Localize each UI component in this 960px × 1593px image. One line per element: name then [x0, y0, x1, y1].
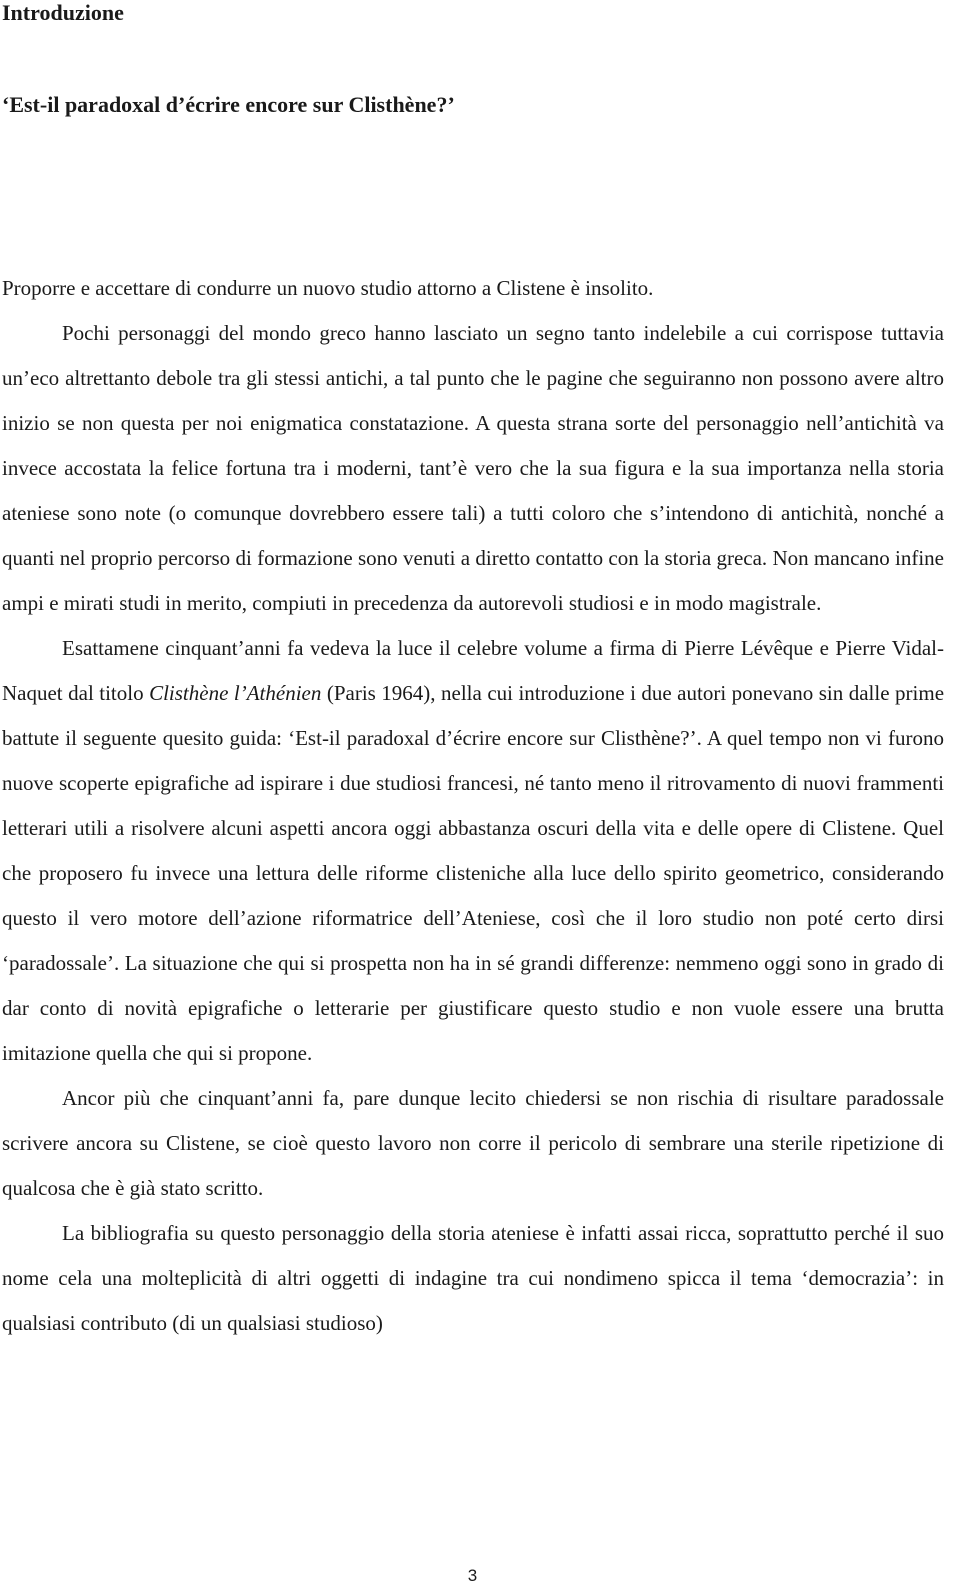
paragraph-opening: Proporre e accettare di condurre un nuovo studio attorno a Clistene è insolito. — [2, 276, 654, 300]
paragraph-4: La bibliografia su questo personaggio della storia ateniese è infatti assai ricca, soprattutto perché il suo nome cela una molteplicità di altri oggetti di indagine tra cui nondimeno spicca il tema ‘democrazia’: in qualsiasi contributo (di un qualsiasi studioso) — [2, 1221, 944, 1335]
body-text — [2, 266, 944, 1346]
paragraph-3: Ancor più che cinquant’anni fa, pare dunque lecito chiedersi se non rischia di risultare paradossale scrivere ancora su Clistene, se cioè questo lavoro non corre il pericolo di sembrare una sterile ripetizione di qualcosa che è già stato scritto. — [2, 1086, 944, 1200]
paragraph-2-text-b: (Paris 1964), nella cui introduzione i due autori ponevano sin dalle prime battute il seguente quesito guida: ‘Est-il paradoxal d’écrire encore sur Clisthène?’. A quel tempo non vi furono nuove scoperte epigrafiche ad ispirare i due studiosi francesi, né tanto meno il ritrovamento di nuovi frammenti letterari utili a risolvere alcuni aspetti ancora oggi abbastanza oscuri della vita e delle opere di Clistene. Quel che proposero fu invece una lettura delle riforme clisteniche alla luce dello spirito geometrico, considerando questo il vero motore dell’azione riformatrice dell’Ateniese, così che il loro studio non poté certo dirsi ‘paradossale’. La situazione che qui si prospetta non ha in sé grandi differenze: nemmeno oggi sono in grado di dar conto di novità epigrafiche o letterarie per giustificare questo studio e non vuole essere una brutta imitazione quella che qui si propone. — [2, 681, 945, 1065]
section-heading: Introduzione — [2, 0, 124, 25]
paragraph-2-text-a: Esattamene cinquant’anni fa vedeva la luce il celebre volume a firma di Pierre Lévêque e Pierre Vidal-Naquet dal titolo — [2, 636, 944, 705]
paragraph-2 — [2, 626, 944, 1076]
page-number: 3 — [467, 1566, 478, 1585]
paragraph-1: Pochi personaggi del mondo greco hanno lasciato un segno tanto indelebile a cui corrispose tuttavia un’eco altrettanto debole tra gli stessi antichi, a tal punto che le pagine che seguiranno non possono avere altro inizio se non questa per noi enigmatica constatazione. A questa strana sorte del personaggio nell’antichità va invece accostata la felice fortuna tra i moderni, tant’è vero che la sua figura e la sua importanza nella storia ateniese sono note (o comunque dovrebbero essere tali) a tutti coloro che s’intendono di antichità, nonché a quanti nel proprio percorso di formazione sono venuti a diretto contatto con la storia greca. Non mancano infine ampi e mirati studi in merito, compiuti in precedenza da autorevoli studiosi e in modo magistrale. — [2, 321, 944, 615]
epigraph-quote: ‘Est-il paradoxal d’écrire encore sur Clisthène?’ — [2, 92, 455, 117]
book-title: Clisthène l’Athénien — [149, 681, 322, 705]
